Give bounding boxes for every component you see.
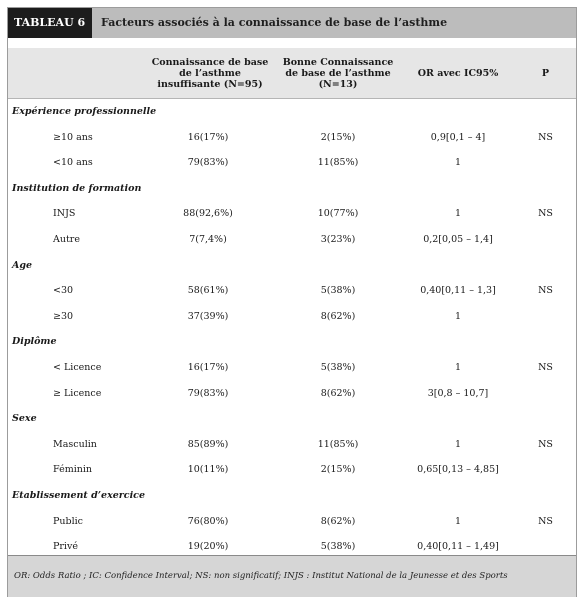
header-good-knowledge: Bonne Connaissance de base de l’asthme (N=13) [282,56,394,90]
cell-good: 5(38%) [320,285,356,297]
cell-insufficient: 58(61%) [187,285,229,297]
row-label: < Licence [53,362,102,373]
table-row [8,304,576,329]
header-p-value: P [541,67,550,79]
cell-insufficient: 19(20%) [187,541,229,553]
cell-odds-ratio: 0,65[0,13 – 4,85] [417,464,499,476]
row-label: Masculin [53,438,97,450]
cell-odds-ratio: 0,2[0,05 – 1,4] [423,234,493,245]
table-row [8,150,576,175]
row-label: INJS [53,208,76,220]
cell-insufficient: 88(92,6%) [183,208,233,220]
category-row [8,99,576,124]
cell-p-value: NS [538,208,553,220]
row-label: ≥10 ans [53,131,93,143]
cell-p-value: NS [538,285,553,297]
cell-odds-ratio: 0,40[0,11 – 1,3] [420,285,496,297]
table-row [8,457,576,482]
category-label: Institution de formation [12,182,142,194]
cell-good: 8(62%) [320,387,356,399]
cell-odds-ratio: 0,40[0,11 – 1,49] [417,541,499,553]
cell-insufficient: 10(11%) [187,464,229,476]
table-row [8,432,576,457]
cell-insufficient: 16(17%) [187,362,229,373]
cell-odds-ratio: 1 [454,310,462,322]
cell-good: 11(85%) [317,438,359,450]
table-row [8,201,576,226]
cell-good: 8(62%) [320,515,356,527]
cell-odds-ratio: 0,9[0,1 – 4] [430,131,486,143]
cell-good: 2(15%) [320,464,356,476]
cell-odds-ratio: 1 [454,157,462,169]
cell-insufficient: 85(89%) [187,438,229,450]
category-row [8,253,576,278]
category-label: Expérience professionnelle [12,106,157,117]
category-label: Diplôme [12,336,57,348]
table-title: Facteurs associés à la connaissance de base de l’asthme [101,16,448,29]
header-insufficient-knowledge: Connaissance de base de l’asthme insuffisante (N=95) [151,56,269,90]
row-label: ≥ Licence [53,387,102,399]
row-label: <10 ans [53,157,93,169]
results-table [7,7,577,597]
cell-odds-ratio: 1 [454,438,462,450]
table-header [8,48,576,99]
cell-p-value: NS [538,438,553,450]
cell-odds-ratio: 1 [454,515,462,527]
table-row [8,509,576,534]
cell-good: 8(62%) [320,310,356,322]
row-label: Féminin [53,464,93,476]
cell-insufficient: 79(83%) [187,387,229,399]
row-label: ≥30 [53,310,74,322]
cell-odds-ratio: 3[0,8 – 10,7] [427,387,489,399]
cell-good: 10(77%) [317,208,359,220]
table-row [8,381,576,406]
cell-good: 3(23%) [320,234,356,245]
category-row [8,176,576,201]
row-label: Privé [53,541,78,553]
table-number: TABLEAU 6 [8,8,92,38]
table-row [8,278,576,303]
footnote-text: OR: Odds Ratio ; IC: Confidence Interval; NS: non significatif; INJS : Institut National de la Jeunesse et des Sports [14,571,508,581]
cell-insufficient: 76(80%) [187,515,229,527]
cell-insufficient: 7(7,4%) [189,234,227,245]
cell-insufficient: 79(83%) [187,157,229,169]
cell-p-value: NS [538,131,553,143]
category-row [8,329,576,354]
category-row [8,483,576,508]
table-row [8,227,576,252]
row-label: Public [53,515,83,527]
header-odds-ratio: OR avec IC95% [417,67,499,79]
cell-odds-ratio: 1 [454,362,462,373]
cell-insufficient: 37(39%) [187,310,229,322]
category-label: Sexe [12,413,37,425]
category-label: Etablissement d’exercice [12,490,146,501]
cell-insufficient: 16(17%) [187,131,229,143]
category-row [8,406,576,431]
cell-good: 5(38%) [320,541,356,553]
row-label: Autre [53,234,80,245]
table-title-bar [8,8,576,38]
table-footnote [8,555,576,597]
cell-odds-ratio: 1 [454,208,462,220]
cell-p-value: NS [538,362,553,373]
table-row [8,355,576,380]
cell-good: 11(85%) [317,157,359,169]
cell-p-value: NS [538,515,553,527]
row-label: <30 [53,285,74,297]
cell-good: 5(38%) [320,362,356,373]
category-label: Age [12,259,33,271]
cell-good: 2(15%) [320,131,356,143]
table-row [8,125,576,150]
